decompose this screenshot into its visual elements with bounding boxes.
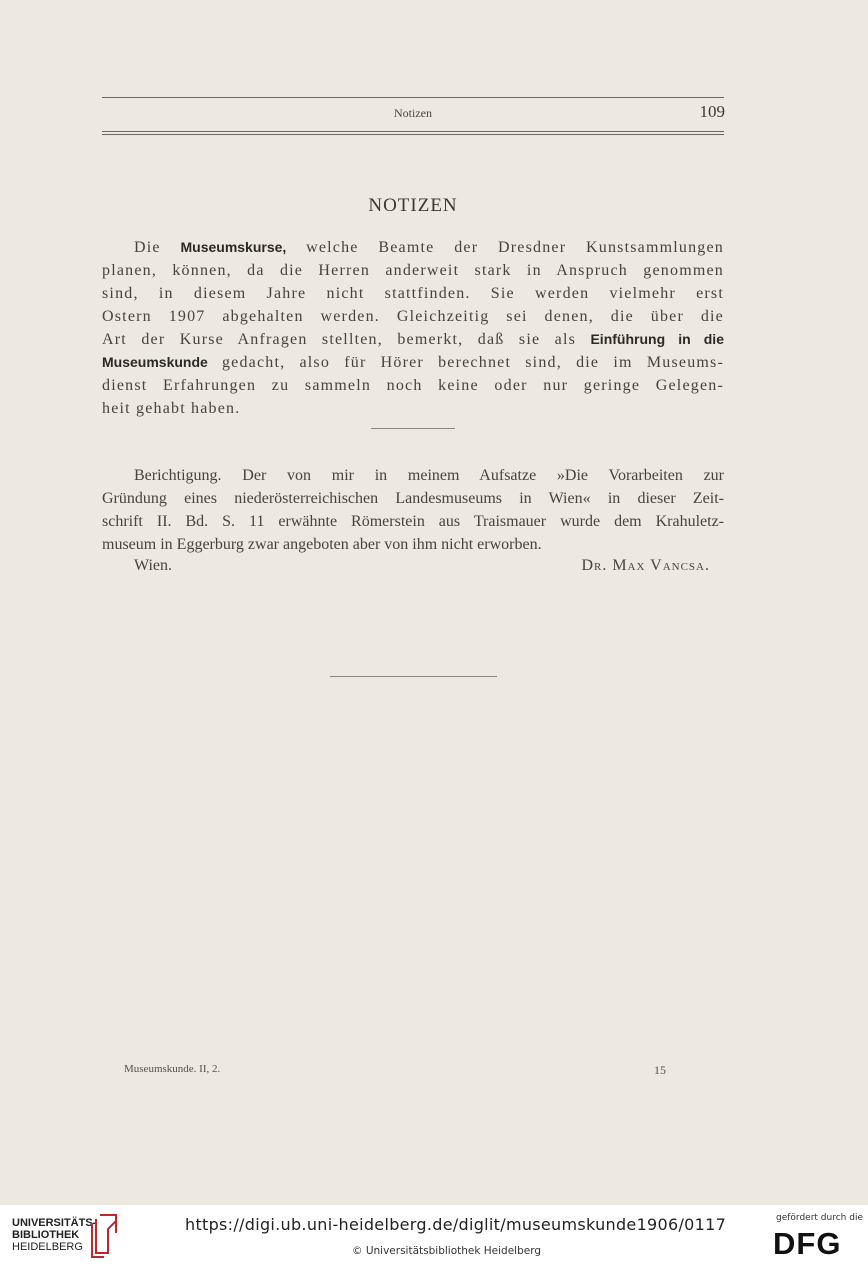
paragraph-berichtigung: [102, 464, 724, 556]
dfg-logo-text: DFG: [773, 1226, 842, 1258]
running-title: Notizen: [394, 106, 432, 120]
para1-line: sind, in diesem Jahre nicht stattfinden. Sie werden vielmehr erst: [102, 285, 724, 302]
permalink-url[interactable]: https://digi.ub.uni-heidelberg.de/diglit/museumskunde1906/0117: [185, 1215, 727, 1234]
header-bottom-rule-2: [102, 134, 724, 135]
header-bottom-rule: [102, 131, 724, 132]
end-separator: [330, 676, 497, 677]
para1-line: dienst Erfahrungen zu sammeln noch keine oder nur geringe Gelegen-: [102, 377, 724, 394]
para1-line: Art der Kurse Anfragen stellten, bemerkt, daß sie als Einführung in die: [102, 331, 724, 348]
para2-line: museum in Eggerburg zwar angeboten aber von ihm nicht erworben.: [102, 536, 542, 553]
paragraph-museumskurse: [102, 236, 724, 420]
funding-label: gefördert durch die: [776, 1213, 863, 1223]
signoff-place: Wien.: [134, 557, 173, 574]
dfg-logo[interactable]: [773, 1226, 857, 1258]
signoff-author: Dr. Max Vancsa.: [581, 557, 710, 574]
para1-line: Die Museumskurse, welche Beamte der Dresdner Kunstsammlungen: [134, 239, 724, 256]
para1-line: heit gehabt haben.: [102, 400, 241, 417]
para2-line: Gründung eines niederösterreichischen Landesmuseums in Wien« in dieser Zeit-: [102, 490, 724, 507]
header-top-rule: [102, 97, 724, 98]
copyright-notice: © Universitätsbibliothek Heidelberg: [352, 1245, 542, 1257]
library-name-line1: UNIVERSITÄTS-: [12, 1217, 97, 1229]
library-name-line3: HEIDELBERG: [12, 1241, 83, 1253]
para2-line: Berichtigung. Der von mir in meinem Aufsatze »Die Vorarbeiten zur: [134, 467, 724, 484]
library-name-line2: BIBLIOTHEK: [12, 1229, 80, 1241]
footer-signature: 15: [654, 1063, 666, 1077]
para1-line: Ostern 1907 abgehalten werden. Gleichzeitig sei denen, die über die: [102, 308, 724, 325]
para1-line: planen, können, da die Herren anderweit stark in Anspruch genommen: [102, 262, 724, 279]
page-number: 109: [699, 102, 725, 121]
separator-short: [371, 428, 455, 429]
para1-line: Museumskunde gedacht, also für Hörer berechnet sind, die im Museums-: [102, 354, 724, 371]
ub-heidelberg-logo[interactable]: [12, 1217, 96, 1253]
ub-logo-icon: [86, 1213, 122, 1261]
section-heading: NOTIZEN: [368, 195, 458, 216]
footer-journal: Museumskunde. II, 2.: [124, 1063, 221, 1075]
para2-line: schrift II. Bd. S. 11 erwähnte Römerstein aus Traismauer wurde dem Krahuletz-: [102, 513, 724, 530]
